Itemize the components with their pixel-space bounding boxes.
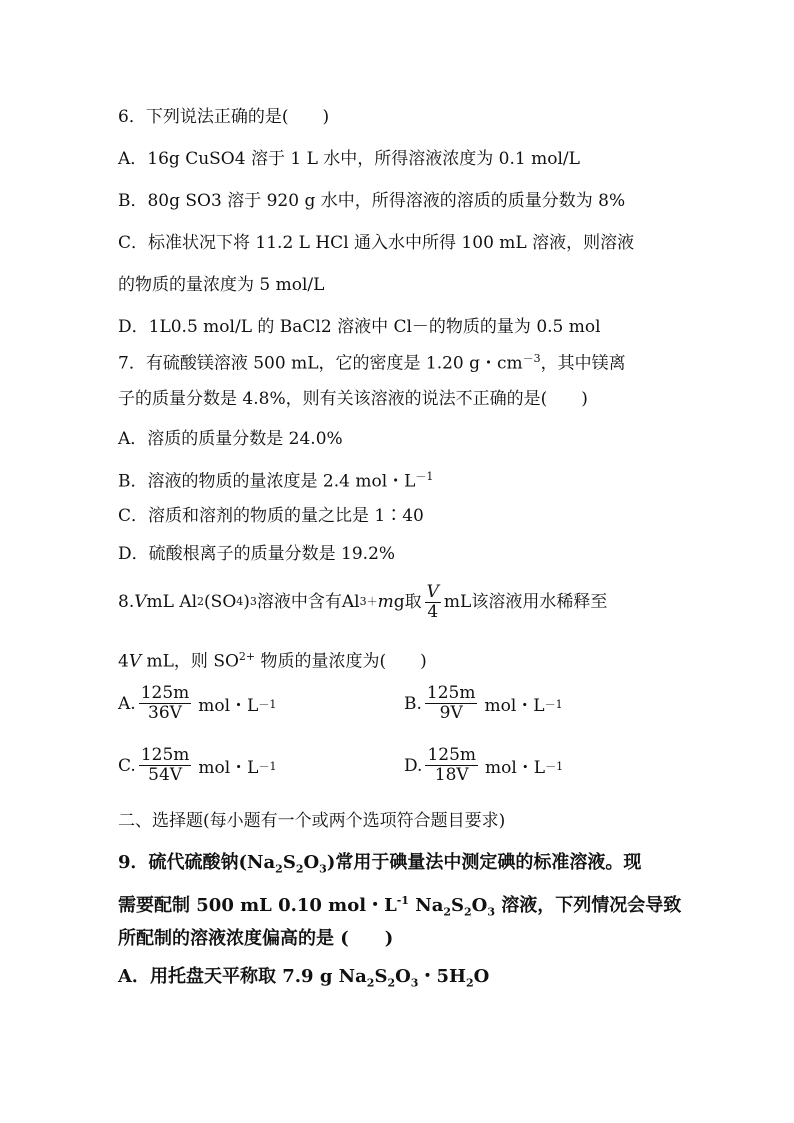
q7-option-c: C．溶质和溶剂的物质的量之比是 1∶40: [118, 506, 424, 526]
q9-stem-line2: 需要配制 500 mL 0.10 mol・$L^{-1}$ $Na_2S_2O_3$ 溶液，下列情况会导致: [118, 894, 682, 919]
q7-option-a: A．溶质的质量分数是 24.0%: [118, 429, 343, 449]
q8-fraction: $\frac{V}{4}$: [426, 581, 439, 622]
q8-option-b: B. $\frac{125m}{9V}$ mol・L －1: [404, 683, 563, 723]
q7-stem-line1: 7．有硫酸镁溶液 500 mL，它的密度是 1.20 g・$cm^{-3}$，其中镁离: [118, 352, 626, 374]
q6-option-c-line2: 的物质的量浓度为 5 mol/L: [118, 275, 325, 295]
q9-option-a: A．用托盘天平称取 7.9 g $Na_2S_2O_3$・$5H_2O$: [118, 966, 490, 990]
q6-option-a: A．16g CuSO4 溶于 1 L 水中，所得溶液浓度为 0.1 mol/L: [118, 149, 580, 169]
q6-option-c-line1: C．标准状况下将 11.2 L HCl 通入水中所得 100 mL 溶液，则溶液: [118, 233, 635, 253]
q9-stem-line3: 所配制的溶液浓度偏高的是 ( ): [118, 928, 394, 949]
q8-option-d: D. $\frac{125m}{18V}$ mol・L －1: [404, 745, 564, 785]
q6-option-b: B．80g SO3 溶于 920 g 水中，所得溶液的溶质的质量分数为 8%: [118, 191, 626, 211]
q8-stem-line1: 8. V mL Al 2 (SO 4 ) 3 溶液中含有Al 3＋ m g取 $\frac{V}{4}$ mL该溶液用水稀释至: [118, 581, 608, 622]
q8-stem-line2: 4V mL，则 $SO^{2+}$ 物质的量浓度为( ): [118, 650, 427, 672]
q8-option-a: A. $\frac{125m}{36V}$ mol・L －1: [118, 683, 277, 723]
q7-option-d: D．硫酸根离子的质量分数是 19.2%: [118, 544, 396, 564]
q6-stem: 6．下列说法正确的是( ): [118, 107, 330, 127]
q6-option-d: D．1L0.5 mol/L 的 BaCl2 溶液中 Cl－的物质的量为 0.5 mol: [118, 317, 601, 337]
q7-stem-line2: 子的质量分数是 4.8%，则有关该溶液的说法不正确的是( ): [118, 389, 588, 409]
q7-option-b: B．溶液的物质的量浓度是 2.4 mol・$L^{-1}$: [118, 470, 434, 492]
q8-option-c: C. $\frac{125m}{54V}$ mol・L －1: [118, 745, 277, 785]
section2-heading: 二、选择题(每小题有一个或两个选项符合题目要求): [118, 811, 506, 831]
q9-stem-line1: 9．硫代硫酸钠$(Na_2S_2O_3)$常用于碘量法中测定碘的标准溶液。现: [118, 852, 642, 876]
